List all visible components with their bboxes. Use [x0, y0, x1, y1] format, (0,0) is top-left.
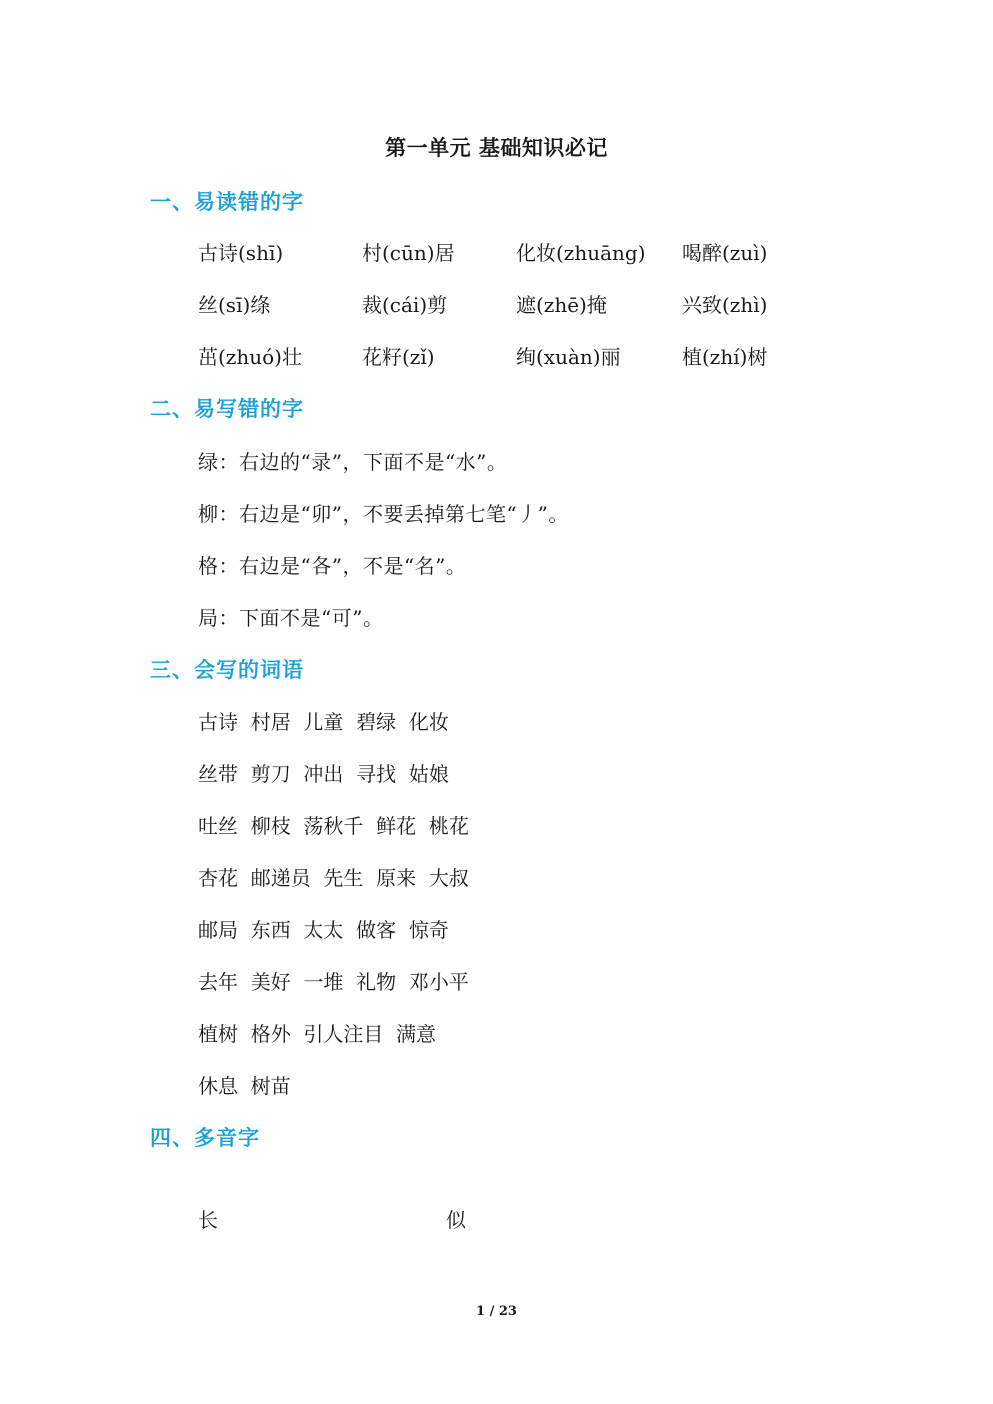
pinyin-item: 村(cūn)居 — [362, 241, 455, 265]
vocabulary-line: 丝带 剪刀 冲出 寻找 姑娘 — [198, 762, 449, 786]
pinyin-item: 丝(sī)绦 — [198, 293, 271, 317]
polyphonic-char: 似 — [446, 1208, 467, 1232]
polyphonic-char: 长 — [198, 1208, 219, 1232]
pinyin-item: 花籽(zǐ) — [362, 345, 435, 369]
vocabulary-line: 植树 格外 引人注目 满意 — [198, 1022, 437, 1046]
pinyin-item: 古诗(shī) — [198, 241, 284, 265]
vocabulary-line: 休息 树苗 — [198, 1074, 291, 1098]
writing-tip: 柳：右边是“卯”，不要丢掉第七笔“丿”。 — [198, 502, 569, 526]
section-heading-vocabulary: 三、会写的词语 — [150, 658, 304, 682]
section-heading-polyphonic: 四、多音字 — [150, 1126, 260, 1150]
pinyin-item: 化妆(zhuāng) — [516, 241, 646, 265]
pinyin-item: 绚(xuàn)丽 — [516, 345, 621, 369]
vocabulary-line: 吐丝 柳枝 荡秋千 鲜花 桃花 — [198, 814, 469, 838]
section-heading-easy-miswrite: 二、易写错的字 — [150, 397, 304, 421]
pinyin-item: 植(zhí)树 — [682, 345, 768, 369]
pinyin-item: 裁(cái)剪 — [362, 293, 448, 317]
page-title: 第一单元 基础知识必记 — [385, 136, 608, 160]
pinyin-item: 喝醉(zuì) — [682, 241, 768, 265]
writing-tip: 局：下面不是“可”。 — [198, 606, 384, 630]
page-number: 1 / 23 — [476, 1304, 517, 1319]
writing-tip: 格：右边是“各”，不是“名”。 — [198, 554, 467, 578]
vocabulary-line: 邮局 东西 太太 做客 惊奇 — [198, 918, 449, 942]
vocabulary-line: 杏花 邮递员 先生 原来 大叔 — [198, 866, 469, 890]
pinyin-item: 兴致(zhì) — [682, 293, 768, 317]
pinyin-item: 茁(zhuó)壮 — [198, 345, 302, 369]
pinyin-item: 遮(zhē)掩 — [516, 293, 607, 317]
vocabulary-line: 古诗 村居 儿童 碧绿 化妆 — [198, 710, 449, 734]
vocabulary-line: 去年 美好 一堆 礼物 邓小平 — [198, 970, 469, 994]
section-heading-easy-misread: 一、易读错的字 — [150, 190, 304, 214]
writing-tip: 绿：右边的“录”，下面不是“水”。 — [198, 450, 508, 474]
